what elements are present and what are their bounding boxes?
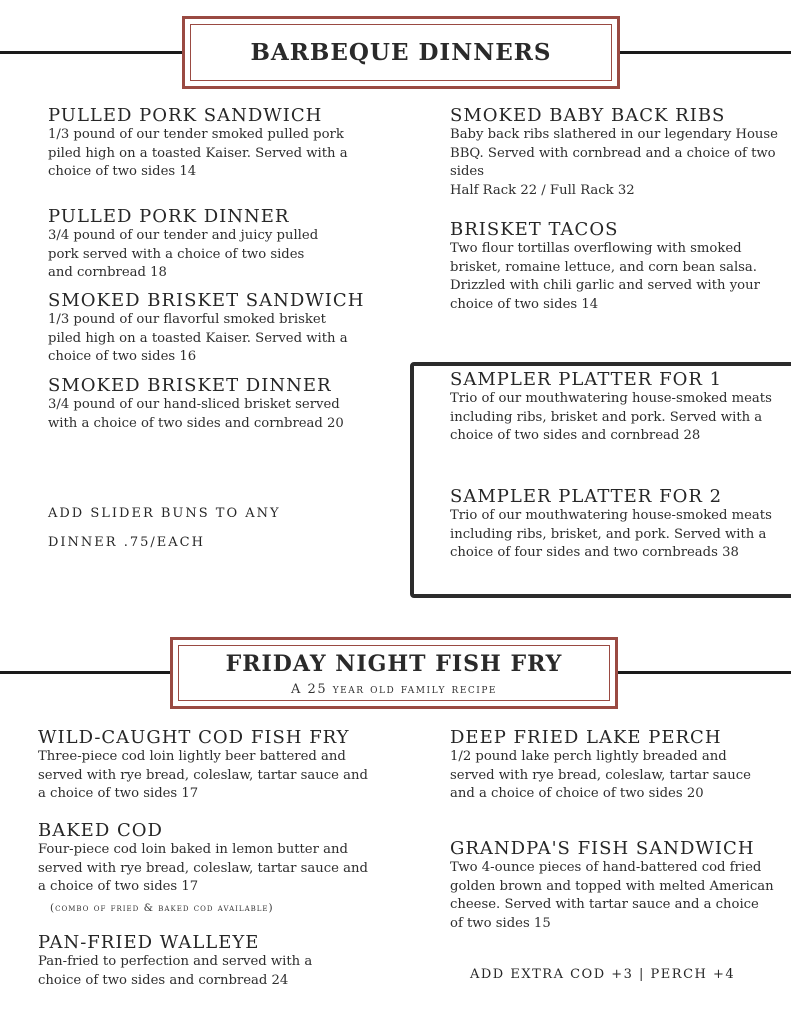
menu-item-smoked-brisket-sandwich: [48, 290, 365, 367]
menu-item-brisket-tacos: [450, 219, 775, 314]
menu-item-name: SMOKED BRISKET SANDWICH: [48, 290, 365, 311]
menu-item-description: Trio of our mouthwatering house-smoked meats including ribs, brisket, and pork. Served with a choice of four sides and two cornbreads 38: [450, 508, 772, 560]
menu-item-pan-fried-walleye: [38, 932, 358, 990]
menu-item-name: DEEP FRIED LAKE PERCH: [450, 727, 722, 748]
menu-item-name: PULLED PORK DINNER: [48, 206, 290, 227]
menu-item-name: BAKED COD: [38, 820, 163, 841]
menu-item-name: PAN-FRIED WALLEYE: [38, 932, 260, 953]
bbq-section-title: BARBEQUE DINNERS: [250, 39, 552, 66]
menu-item-name: SMOKED BABY BACK RIBS: [450, 105, 726, 126]
slider-buns-addon-line1: ADD SLIDER BUNS TO ANY: [48, 506, 281, 521]
menu-item-description: Four-piece cod loin baked in lemon butter and served with rye bread, coleslaw, tartar sauce and a choice of two sides 17: [38, 842, 368, 894]
menu-item-name: BRISKET TACOS: [450, 219, 619, 240]
menu-item-deep-fried-lake-perch: [450, 727, 775, 804]
menu-item-name: GRANDPA'S FISH SANDWICH: [450, 838, 755, 859]
menu-item-description: 1/3 pound of our tender smoked pulled pork piled high on a toasted Kaiser. Served with a choice of two sides 14: [48, 127, 348, 179]
menu-item-name: PULLED PORK SANDWICH: [48, 105, 323, 126]
fish-rule-right: [617, 671, 791, 674]
menu-item-description: Trio of our mouthwatering house-smoked meats including ribs, brisket and pork. Served with a choice of two sides and cornbread 28: [450, 391, 772, 443]
menu-item-baked-cod: [38, 820, 378, 897]
menu-item-name: SAMPLER PLATTER FOR 2: [450, 486, 723, 507]
fish-banner: [170, 637, 618, 709]
combo-cod-note: (combo of fried & baked cod available): [50, 902, 274, 914]
fish-section-title: FRIDAY NIGHT FISH FRY: [225, 651, 563, 677]
menu-item-description: 1/3 pound of our flavorful smoked brisket piled high on a toasted Kaiser. Served with a choice of two sides 16: [48, 312, 348, 364]
menu-item-description: Three-piece cod loin lightly beer battered and served with rye bread, coleslaw, tartar sauce and a choice of two sides 17: [38, 749, 368, 801]
menu-item-description: 3/4 pound of our hand-sliced brisket served with a choice of two sides and cornbread 20: [48, 397, 344, 431]
menu-item-sampler-platter-for-1: [450, 369, 780, 446]
menu-item-name: SMOKED BRISKET DINNER: [48, 375, 332, 396]
menu-item-description: 3/4 pound of our tender and juicy pulled pork served with a choice of two sides and cornbread 18: [48, 228, 319, 280]
header-rule-right: [618, 51, 791, 54]
extra-fish-addon: ADD EXTRA COD +3 | PERCH +4: [470, 967, 736, 982]
menu-item-name: WILD-CAUGHT COD FISH FRY: [38, 727, 350, 748]
menu-item-name: SAMPLER PLATTER FOR 1: [450, 369, 723, 390]
slider-buns-addon-line2: DINNER .75/EACH: [48, 535, 205, 550]
menu-item-smoked-brisket-dinner: [48, 375, 348, 433]
fish-section-subtitle: A 25 year old family recipe: [291, 682, 497, 697]
bbq-banner: [182, 16, 620, 89]
menu-item-pulled-pork-sandwich: [48, 105, 348, 182]
menu-item-smoked-baby-back-ribs: [450, 105, 780, 200]
menu-item-price: Half Rack 22 / Full Rack 32: [450, 182, 635, 198]
menu-item-wild-caught-cod-fish-fry: [38, 727, 378, 804]
menu-item-description: Two flour tortillas overflowing with smoked brisket, romaine lettuce, and corn bean salsa. Drizzled with chili garlic and served with your choice of two sides 14: [450, 241, 760, 312]
menu-item-description: Two 4-ounce pieces of hand-battered cod fried golden brown and topped with melted American cheese. Served with tartar sauce and a choice of two sides 15: [450, 860, 774, 931]
menu-item-pulled-pork-dinner: [48, 206, 328, 283]
menu-item-description: Pan-fried to perfection and served with a choice of two sides and cornbread 24: [38, 954, 313, 988]
menu-item-description: Baby back ribs slathered in our legendary House BBQ. Served with cornbread and a choice of two sides: [450, 127, 778, 179]
fish-rule-left: [0, 671, 172, 674]
menu-item-description: 1/2 pound lake perch lightly breaded and served with rye bread, coleslaw, tartar sauce and a choice of choice of two sides 20: [450, 749, 751, 801]
header-rule-left: [0, 51, 183, 54]
menu-item-sampler-platter-for-2: [450, 486, 780, 563]
menu-item-grandpas-fish-sandwich: [450, 838, 775, 933]
